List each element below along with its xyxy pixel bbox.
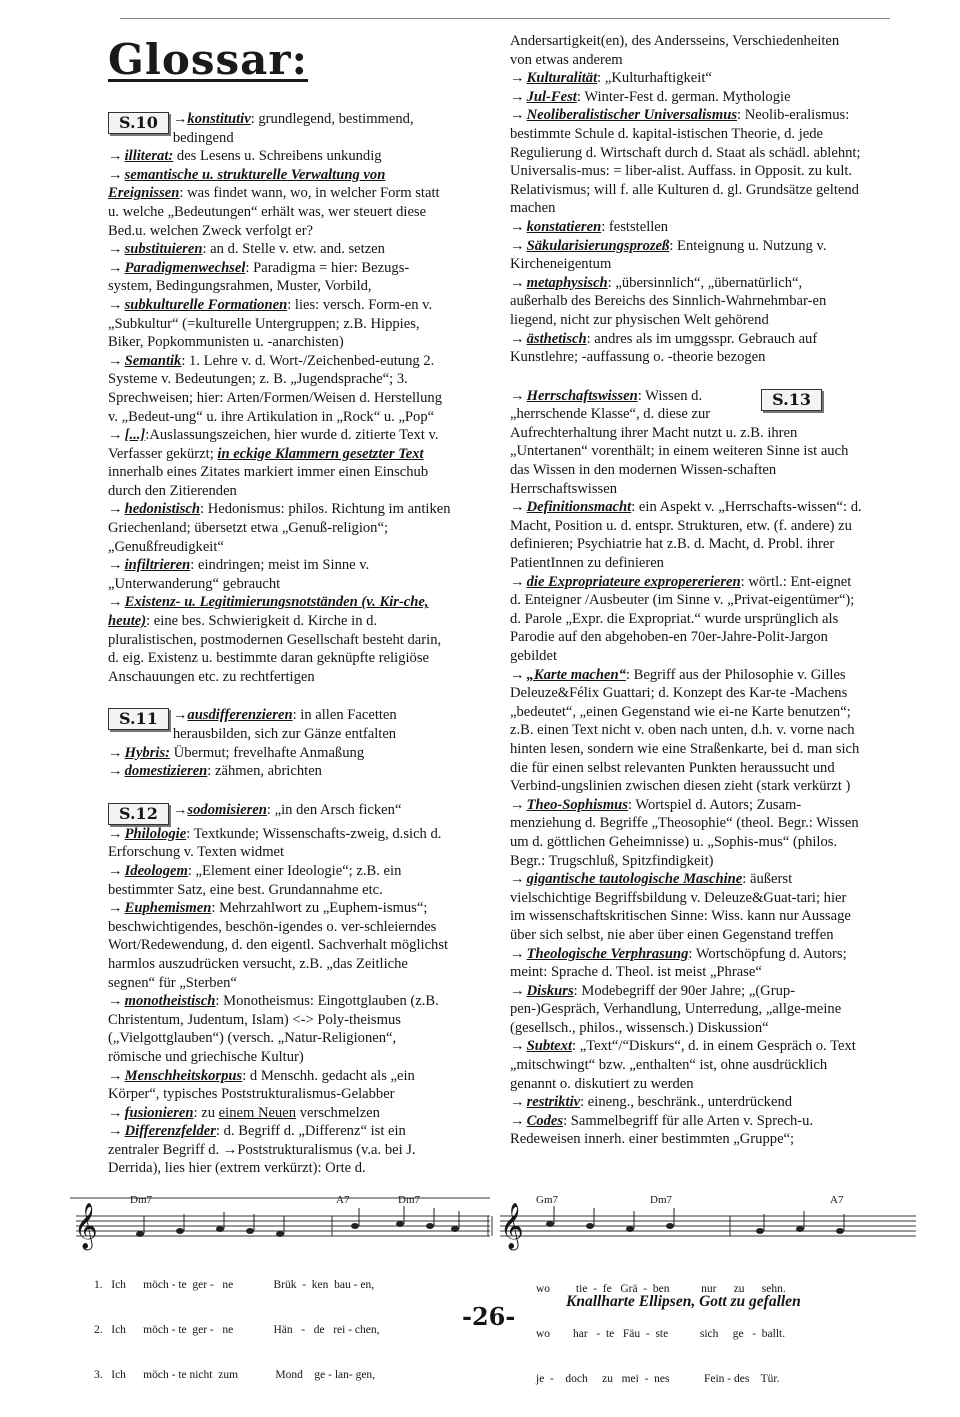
glossary-definition: : Neolib-eralismus: bestimmte Schule d. kapital-istischen Theorie, d. jede Regulierung d. Wirtschaft durch d. Staat als schädl. ablehnt; Universalis-mus: = liber-alist. Auffass. in Opposit. zu kult. Relativismus; will f. alle Kulturen d. gl. Grundsätze geltend machen	[510, 107, 861, 217]
glossary-term: fusionieren	[124, 1104, 194, 1121]
glossary-entry	[510, 1093, 862, 1112]
glossary-term: monotheistisch	[124, 993, 216, 1010]
arrow-icon: →	[108, 744, 123, 761]
glossary-definition: : Begriff aus der Philosophie v. Gilles Deleuze&Félix Guattari; d. Konzept des Kar-te -Machens „bedeutet“, „einen Gegenstand wie ei-ne Karte benutzen“; z.B. einen Text nicht v. oben nach unten, d.h. v. vorne nach hinten lesen, sondern wie eine Straßenkarte, bei d. man sich die für einen selbst relevanten Punkten heraussucht und Verbind-ungslinien zwischen diesen zieht (stark verkürzt )	[510, 666, 860, 795]
arrow-icon: →	[108, 862, 123, 879]
glossary-definition: :Auslassungszeichen, hier wurde d. zitierte Text v. Verfasser gekürzt;	[108, 427, 439, 462]
glossary-entry	[510, 945, 862, 982]
glossary-entry	[108, 1104, 453, 1123]
arrow-icon: →	[510, 237, 525, 254]
arrow-icon: →	[108, 166, 123, 183]
glossary-term: substituieren	[124, 241, 203, 258]
glossary-definition: : Wortschöpfung d. Autors; meint: Sprache d. Theol. ist meist „Phrase“	[510, 945, 847, 981]
glossary-entry	[510, 237, 862, 274]
glossary-definition: : „Text“/“Diskurs“, d. in einem Gespräch o. Text „mitschwingt“ bzw. „enthalten“ ist, ohne ausdrücklich genannt o. diskutiert zu werden	[510, 1038, 856, 1092]
arrow-icon: →	[108, 900, 123, 917]
chord-label: A7	[830, 1194, 844, 1206]
glossary-term: restriktiv	[526, 1094, 581, 1111]
arrow-icon: →	[510, 88, 525, 105]
glossary-definition: : Monotheismus: Eingottglauben (z.B. Christentum, Judentum, Islam) <-> Poly-theismus („Vielgottglauben“) (versch. „Natur-Religionen“, römische und griechische Kultur)	[108, 993, 439, 1065]
glossary-definition: : eineng., beschränk., unterdrückend	[580, 1094, 793, 1111]
glossary-entry	[510, 274, 862, 330]
lyrics-left	[94, 1248, 380, 1413]
glossary-entry	[108, 899, 453, 992]
arrow-icon: →	[510, 218, 525, 235]
glossary-entry	[108, 166, 453, 240]
glossary-term: domestizieren	[124, 763, 208, 780]
arrow-icon: →	[108, 501, 123, 518]
chord-label: Gm7	[536, 1194, 558, 1206]
glossary-definition: : 1. Lehre v. d. Wort-/Zeichenbed-eutung 2. Systeme v. Bedeutungen; z. B. „Jugendsprache“; 3. Sprechweisen; hier: Arten/Formen/Weisen d. Herstellung v. „Bedeut-ung“ u. ihre Artikulation in „Rock“ u. „Pop“	[108, 352, 442, 425]
lyric-line: 2. Ich möch - te ger - ne Hän - de rei - chen,	[94, 1324, 380, 1336]
section-s11	[108, 706, 453, 743]
glossary-entry	[108, 1122, 453, 1178]
page-ref-s12: S.12	[108, 803, 169, 825]
lyric-line: 3. Ich möch - te nicht zum Mond ge - lan- gen,	[94, 1369, 376, 1381]
arrow-icon: →	[108, 352, 123, 369]
arrow-icon: →	[108, 427, 123, 444]
glossary-entry	[510, 498, 862, 572]
glossary-entry	[108, 825, 453, 862]
glossary-definition: : was findet wann, wo, in welcher Form statt u. welche „Bedeutungen“ erhält was, wer steuert diese Bed.u. welchen Zweck verfolgt er?	[108, 185, 440, 239]
glossary-entry	[510, 387, 862, 499]
glossary-term: infiltrieren	[124, 557, 191, 574]
glossary-definition: : Hedonismus: philos. Richtung im antiken Griechenland; übersetzt etwa „Genuß-religion“; „Genußfreudigkeit“	[108, 501, 451, 555]
glossary-entry	[108, 500, 453, 556]
glossary-entry	[108, 556, 453, 593]
glossary-term: Hybris:	[124, 744, 170, 761]
lyric-line: wo tie - fe Grä - ben nur zu sehn.	[536, 1283, 786, 1295]
glossary-term: Menschheitskorpus	[124, 1067, 243, 1084]
glossary-term: die Expropriateure expropererieren	[526, 573, 741, 590]
chord-label: Dm7	[398, 1194, 420, 1206]
footer-title: Knallharte Ellipsen, Gott zu gefallen	[566, 1293, 801, 1310]
glossary-definition: : Mehrzahlwort zu „Euphem-ismus“; beschwichtigendes, beschön-igendes o. ver-schleierndes Wort/Redewendung, d. den eigentl. Sachverhalt möglichst harmlos auszudrücken versucht, z.B. „das Zeitliche segnen“ für „Sterben“	[108, 900, 449, 991]
glossary-term: gigantische tautologische Maschine	[526, 871, 743, 888]
glossary-definition: : Sammelbegriff für alle Arten v. Sprech-u. Redeweisen innerh. einer bestimmten „Gruppe“;	[510, 1112, 814, 1148]
top-rule	[120, 18, 890, 19]
entries-s10	[108, 147, 453, 686]
lyric-line: wo har - te Fäu - ste sich ge - ballt.	[536, 1328, 786, 1340]
page-ref-s10: S.10	[108, 112, 169, 134]
glossary-definition: : Wissen d. „herrschende Klasse“, d. diese zur Aufrechterhaltung ihrer Macht nutzt u. z.B. ihren „Untertanen“ vorenthält; in einem weiteren Sinne ist auch das Wissen in den modernen Wissen-schaften Herrschaftswissen	[510, 387, 849, 497]
glossary-term: ästhetisch	[526, 330, 587, 347]
glossary-entry	[108, 992, 453, 1066]
glossary-entry	[108, 352, 453, 426]
glossary-definition: Übermut; frevelhafte Anmaßung	[170, 744, 365, 761]
arrow-icon: →	[510, 499, 525, 516]
glossary-term: konstatieren	[526, 218, 602, 235]
arrow-icon: →	[108, 1123, 123, 1140]
arrow-icon: →	[510, 982, 525, 999]
glossary-entry	[108, 762, 453, 781]
treble-clef-icon: 𝄞	[500, 1203, 524, 1249]
glossary-term: Existenz- u. Legitimierungsnotständen (v. Kir-che, heute)	[108, 594, 429, 630]
glossary-entry	[108, 259, 453, 296]
section-s10	[108, 110, 453, 147]
glossary-definition: : äußerst vielschichtige Begriffsbildung v. Deleuze&Guat-tari; hier im wissenschaftskritischen Sinne: Wiss. kann nur Aussage über sich selbst, nie aber über einen Gegenstand treffen	[510, 871, 851, 943]
glossary-entry	[108, 240, 453, 259]
glossary-term: semantische u. strukturelle Verwaltung von Ereignissen	[108, 166, 386, 202]
glossary-term: Subtext	[526, 1038, 573, 1055]
arrow-icon: →	[510, 945, 525, 962]
glossary-definition: : „übersinnlich“, „übernatürlich“, außerhalb des Bereichs des Sinnlich-Wahrnehmbar-en liegend, nicht zur physischen Welt gehörend	[510, 274, 827, 328]
arrow-icon: →	[510, 573, 525, 590]
glossary-term: illiterat:	[124, 148, 174, 165]
music-staves	[70, 1194, 920, 1254]
glossary-term: Philologie	[124, 825, 187, 842]
glossary-term: in eckige Klammern gesetzter Text	[217, 445, 424, 462]
glossary-term: Codes	[526, 1112, 564, 1129]
glossary-definition: : ein Aspekt v. „Herrschafts-wissen“: d. Macht, Position u. d. entspr. Strukturen, etw. (f. andere) zu definieren; Psychiatrie hat z.B. d. Macht, d. Probl. ihrer PatientInnen zu definieren	[510, 499, 862, 572]
glossary-definition: : zähmen, abrichten	[207, 763, 322, 780]
glossary-term: Herrschaftswissen	[526, 387, 638, 404]
glossary-term: Semantik	[124, 352, 182, 369]
glossary-entry	[510, 218, 862, 237]
glossary-definition: : lies: versch. Form-en v. „Subkultur“ (=kulturelle Untergruppen; z.B. Hippies, Biker, Popkommunisten u. -anarchisten)	[108, 296, 433, 351]
chord-label: Dm7	[650, 1194, 672, 1206]
glossary-definition: : Modebegriff der 90er Jahre; „(Grup-pen-)Gespräch, Verhandlung, Unterredung, „allge-meine (gesellsch., philos., wissensch.) Diskussion“	[510, 982, 842, 1036]
glossary-entry	[108, 744, 453, 763]
lyrics-right	[536, 1252, 786, 1417]
glossary-term: Theo-Sophismus	[526, 796, 628, 813]
glossary-term: hedonistisch	[124, 501, 201, 518]
glossary-entry	[108, 593, 453, 686]
glossary-definition: : Paradigma = hier: Bezugs-system, Bedingungsrahmen, Muster, Vorbild,	[108, 259, 410, 295]
arrow-icon: →	[510, 666, 525, 683]
glossary-definition: : eine bes. Schwierigkeit d. Kirche in d. pluralistischen, postmodernen Gesellschaft besteht darin, d. eig. Existenz u. bestimmte daran geknüpfte religiöse Anschauungen etc. zu rechtfertigen	[108, 613, 442, 685]
continued-text: Andersartigkeit(en), des Andersseins, Verschiedenheiten von etwas anderem	[510, 33, 840, 68]
glossary-term: „Karte machen“	[526, 666, 626, 683]
arrow-icon: →	[510, 1112, 525, 1129]
arrow-icon: →	[510, 107, 525, 124]
glossary-term: subkulturelle Formationen	[124, 296, 288, 313]
arrow-icon: →	[108, 594, 123, 611]
glossary-entry	[510, 88, 862, 107]
glossary-entry	[510, 1112, 862, 1149]
arrow-icon: →	[108, 557, 123, 574]
glossary-definition: : Winter-Fest d. german. Mythologie	[576, 88, 791, 105]
glossary-term: metaphysisch	[526, 274, 608, 291]
arrow-icon: →	[108, 763, 123, 780]
arrow-icon: →	[510, 330, 525, 347]
glossary-term: Ideologem	[124, 862, 188, 879]
arrow-icon: →	[108, 259, 123, 276]
glossary-entry	[510, 69, 862, 88]
entries-s11	[108, 744, 453, 781]
arrow-icon: →	[108, 825, 123, 842]
glossary-definition: : wörtl.: Ent-eignet d. Enteigner /Ausbeuter (im Sinne v. „Privat-eigentümer“); d. Parole „Expr. die Expropriat.“ wurde ursprünglich als Parodie auf den abgehoben-en 70er-Jahre-Polit-Jargon gebildet	[510, 573, 855, 664]
glossary-entry	[510, 1037, 862, 1093]
glossary-definition: : andres als im umggsspr. Gebrauch auf Kunstlehre; -auffassung o. -theorie bezogen	[510, 330, 818, 366]
arrow-icon: →	[108, 148, 123, 165]
glossary-entry	[108, 862, 453, 899]
glossary-entry	[510, 106, 862, 218]
arrow-icon: →	[510, 70, 525, 87]
entries-s12	[108, 825, 453, 1178]
arrow-icon: →	[108, 1104, 123, 1121]
glossary-entry	[108, 296, 453, 352]
arrow-icon: →	[510, 387, 525, 404]
glossary-term: [...]	[124, 427, 146, 444]
glossary-term: Diskurs	[526, 982, 574, 999]
glossary-entry	[510, 982, 862, 1038]
glossary-entry: →ausdifferenzieren: in allen Facetten herausbilden, sich zur Gänze entfalten	[172, 707, 397, 742]
glossary-entry	[510, 573, 862, 666]
glossary-entry: →sodomisieren: „in den Arsch ficken“	[172, 801, 402, 818]
arrow-icon: →	[510, 1038, 525, 1055]
glossary-definition: : feststellen	[601, 218, 669, 235]
glossary-definition: verschmelzen	[296, 1104, 380, 1121]
glossary-term: Jul-Fest	[526, 88, 577, 105]
entries-right	[510, 69, 862, 367]
page-ref-s11: S.11	[108, 708, 169, 730]
arrow-icon: →	[108, 1067, 123, 1084]
arrow-icon: →	[510, 871, 525, 888]
glossary-term: Euphemismen	[124, 900, 212, 917]
glossary-entry	[108, 426, 453, 500]
glossary-entry	[108, 1067, 453, 1104]
glossary-definition: des Lesens u. Schreibens unkundig	[173, 148, 382, 165]
glossary-definition: : eindringen; meist im Sinne v. „Unterwanderung“ gebraucht	[108, 557, 370, 592]
lyric-line: 1. Ich möch - te ger - ne Brük - ken bau - en,	[94, 1279, 375, 1291]
chord-label: A7	[336, 1194, 350, 1206]
lyric-line: je - doch zu mei - nes Fein - des Tür.	[536, 1373, 780, 1385]
right-column	[510, 32, 862, 1149]
glossary-entry: →konstitutiv: grundlegend, bestimmend, bedingend	[172, 111, 414, 146]
glossary-term: Säkularisierungsprozeß	[526, 237, 670, 254]
glossary-definition: innerhalb eines Zitates markiert immer einen Einschub durch den Zitierenden	[108, 464, 429, 499]
glossary-term: Paradigmenwechsel	[124, 259, 246, 276]
underlined-phrase: einem Neuen	[218, 1104, 297, 1121]
glossary-definition: : d Menschh. gedacht als „ein Körper“, typisches Poststrukturalismus-Gelabber	[108, 1067, 415, 1103]
chord-label: Dm7	[130, 1194, 152, 1206]
page-ref-s13: S.13	[761, 389, 822, 411]
glossary-entry	[510, 796, 862, 870]
page-title: Glossar:	[108, 35, 308, 84]
glossary-definition: : zu	[193, 1104, 219, 1121]
glossary-term: Kulturalität	[526, 70, 598, 87]
glossary-entry	[108, 147, 453, 166]
arrow-icon: →	[108, 296, 123, 313]
page-number: -26-	[462, 1302, 516, 1331]
glossary-term: Definitionsmacht	[526, 499, 632, 516]
left-column	[108, 30, 453, 1178]
glossary-entry	[510, 330, 862, 367]
glossary-entry	[510, 666, 862, 796]
arrow-icon: →	[510, 1094, 525, 1111]
entries-s13	[510, 387, 862, 1149]
glossary-definition: : Textkunde; Wissenschafts-zweig, d.sich d. Erforschung v. Texten widmet	[108, 825, 442, 861]
glossary-definition: : Wortspiel d. Autors; Zusam-menziehung d. Begriffe „Theosophie“ (theol. Begr.: Wissen um d. göttlichen Geheimnisse) u. „Sophis-mus“ (philos. Begr.: Trugschluß, Spitzfindigkeit)	[510, 796, 859, 869]
glossary-definition: : „Kulturhaftigkeit“	[597, 70, 712, 87]
glossary-definition: : Enteignung u. Nutzung v. Kircheneigentum	[510, 237, 827, 273]
section-s12	[108, 801, 453, 825]
glossary-entry	[510, 870, 862, 944]
glossary-term: Neoliberalistischer Universalismus	[526, 107, 737, 124]
treble-clef-icon: 𝄞	[74, 1203, 98, 1249]
glossary-term: Theologische Verphrasung	[526, 945, 689, 962]
arrow-icon: →	[108, 241, 123, 258]
arrow-icon: →	[108, 993, 123, 1010]
glossary-definition: : an d. Stelle v. etw. and. setzen	[202, 241, 385, 258]
arrow-icon: →	[510, 274, 525, 291]
arrow-icon: →	[510, 796, 525, 813]
glossary-term: Differenzfelder	[124, 1123, 216, 1140]
glossary-definition: : „Element einer Ideologie“; z.B. ein bestimmter Satz, eine best. Grundannahme etc.	[108, 862, 402, 898]
glossary-definition: : d. Begriff d. „Differenz“ ist ein zentraler Begriff d. →Poststrukturalismus (v.a. bei J. Derrida), lies hier (extrem verkürzt): Orte d.	[108, 1123, 416, 1177]
